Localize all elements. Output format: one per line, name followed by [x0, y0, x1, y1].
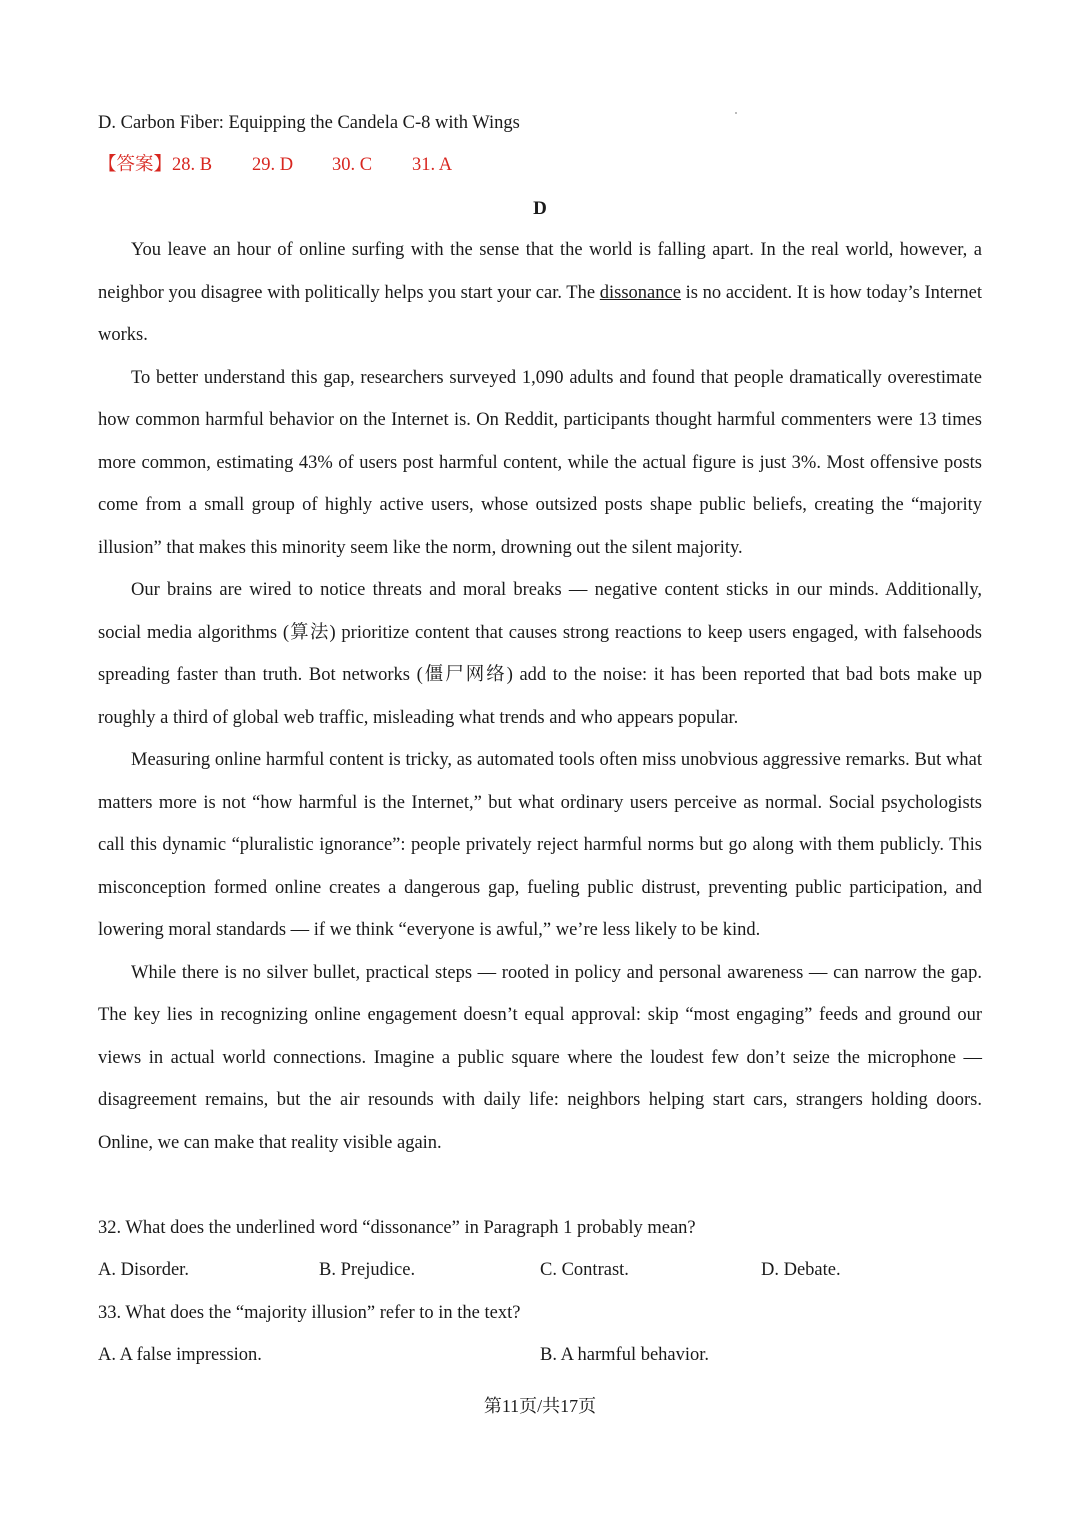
paragraph-1-start: You leave an hour of online surfing with the sense that the world is falling apart. In the real world, however, a neighbor you disagree with politically helps you start your car. The	[98, 240, 982, 303]
paragraph-5: While there is no silver bullet, practical steps — rooted in policy and personal awareness — can narrow the gap. The key lies in recognizing online engagement doesn’t equal approval: skip “most engaging” feeds and ground our views in actual world connections. Imagine a public square where the loudest few don’t seize the microphone — disagreement remains, but the air resounds with daily life: neighbors helping start cars, strangers holding doors. Online, we can make that reality visible again.	[98, 962, 982, 1153]
passage	[98, 229, 982, 1164]
option-c: C. Contrast.	[540, 1260, 629, 1280]
answer-label: 【答案】	[98, 155, 173, 175]
option-a: A. Disorder.	[98, 1260, 189, 1280]
answer-29: 29. D	[252, 155, 294, 175]
paragraph-1-end: is no accident. It is how today’s Internet works.	[98, 282, 982, 345]
answer-key	[98, 144, 452, 187]
scan-speck	[735, 112, 737, 114]
section-title: D	[533, 198, 547, 219]
previous-option-d: D. Carbon Fiber: Equipping the Candela C-8 with Wings	[98, 113, 520, 133]
question-33-options	[98, 1334, 982, 1377]
option-d: D. Debate.	[761, 1260, 841, 1280]
paragraph-2: To better understand this gap, researchers surveyed 1,090 adults and found that people dramatically overestimate how common harmful behavior on the Internet is. On Reddit, participants thought harmful commenters were 13 times more common, estimating 43% of users post harmful content, while the actual figure is just 3%. Most offensive posts come from a small group of highly active users, whose outsized posts shape public beliefs, creating the “majority illusion” that makes this minority seem like the norm, drowning out the silent majority.	[98, 367, 982, 558]
question-32-options	[98, 1249, 982, 1292]
page-number-footer: 第11页/共17页	[483, 1396, 597, 1416]
answer-30: 30. C	[332, 155, 373, 175]
paragraph-1	[98, 229, 982, 357]
answer-28: 28. B	[172, 155, 213, 175]
option-b: B. Prejudice.	[319, 1260, 416, 1280]
answer-31: 31. A	[412, 155, 453, 175]
underlined-word-dissonance: dissonance	[599, 282, 681, 303]
option-b: B. A harmful behavior.	[540, 1345, 710, 1365]
paragraph-4: Measuring online harmful content is tricky, as automated tools often miss unobvious aggressive remarks. But what matters more is not “how harmful is the Internet,” but what ordinary users perceive as normal. Social psychologists call this dynamic “pluralistic ignorance”: people privately reject harmful norms but go along with them publicly. This misconception formed online creates a dangerous gap, fueling public distrust, preventing public participation, and lowering moral standards — if we think “everyone is awful,” we’re less likely to be kind.	[98, 750, 982, 940]
option-a: A. A false impression.	[98, 1345, 262, 1365]
question-33-stem: 33. What does the “majority illusion” refer to in the text?	[98, 1303, 521, 1323]
question-32-stem: 32. What does the underlined word “dissonance” in Paragraph 1 probably mean?	[98, 1218, 696, 1238]
paragraph-3: Our brains are wired to notice threats and moral breaks — negative content sticks in our minds. Additionally, social media algorithms (算法) prioritize content that causes strong reactions to keep users engaged, with falsehoods spreading faster than truth. Bot networks (僵尸网络) add to the noise: it has been reported that bad bots make up roughly a third of global web traffic, misleading what trends and who appears popular.	[98, 580, 982, 728]
